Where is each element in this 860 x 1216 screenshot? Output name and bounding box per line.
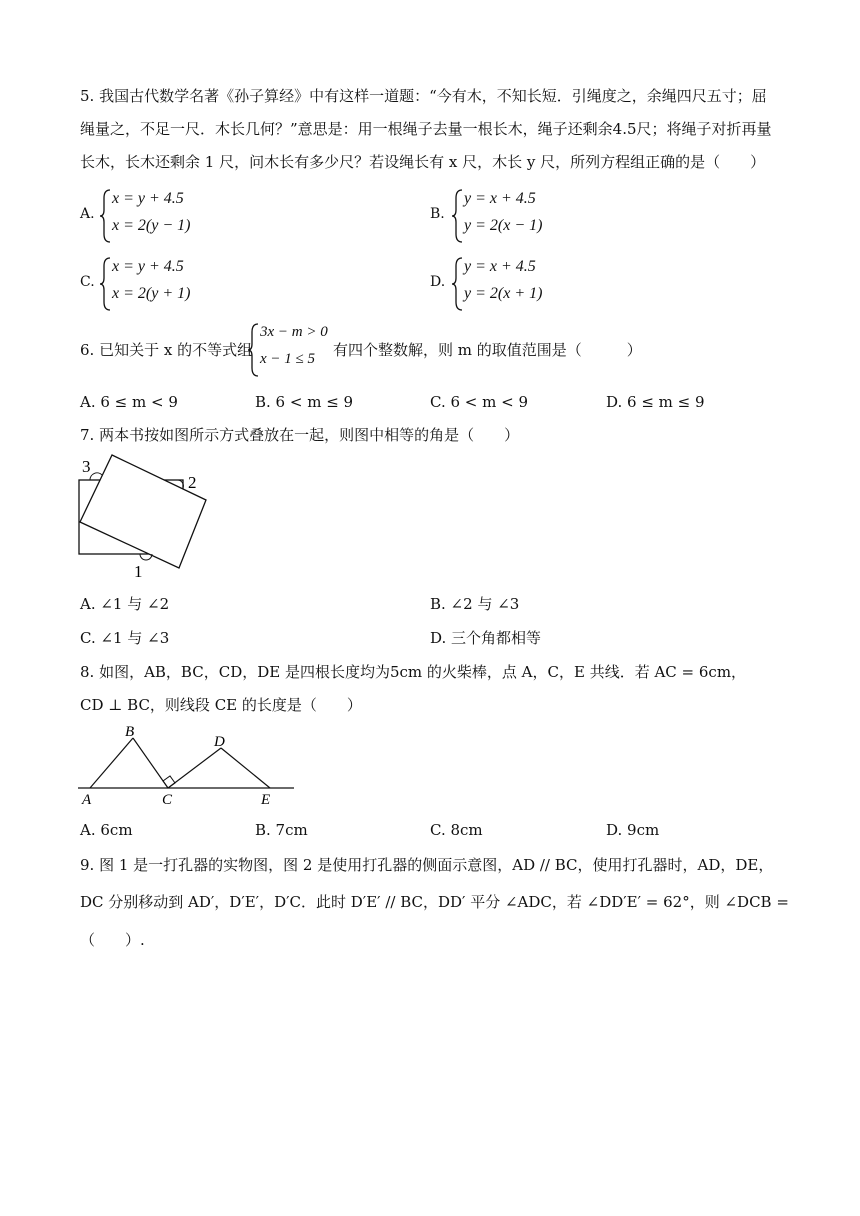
q8-option-d: D. 9cm bbox=[606, 821, 660, 839]
q7-option-d: D. 三个角都相等 bbox=[430, 629, 542, 647]
q5-option-d-eq1: y = x + 4.5 bbox=[464, 258, 536, 275]
angle-label-2: 2 bbox=[188, 473, 197, 492]
q6-option-a: A. 6 ≤ m < 9 bbox=[80, 393, 178, 411]
point-label-c: C bbox=[162, 792, 173, 808]
q5-option-d-eq2: y = 2(x + 1) bbox=[464, 285, 543, 302]
stick-cd bbox=[168, 748, 221, 788]
angle-label-3: 3 bbox=[82, 457, 91, 476]
top-book bbox=[80, 455, 206, 568]
q6-stem-suffix: 有四个整数解，则 m 的取值范围是（ ） bbox=[333, 341, 642, 359]
stick-de bbox=[221, 748, 270, 788]
q8-option-c: C. 8cm bbox=[430, 821, 483, 839]
q5-option-c-eq2: x = 2(y + 1) bbox=[112, 285, 191, 302]
q5-option-c-eq1: x = y + 4.5 bbox=[112, 258, 184, 275]
left-brace-icon bbox=[100, 256, 112, 312]
point-label-b: B bbox=[125, 724, 135, 740]
q5-option-c-system bbox=[100, 256, 300, 312]
q6-inequality-system bbox=[248, 322, 338, 378]
q5-option-a-eq1: x = y + 4.5 bbox=[112, 190, 184, 207]
q8-option-a: A. 6cm bbox=[80, 821, 133, 839]
q8-option-b: B. 7cm bbox=[255, 821, 308, 839]
q5-option-d-system bbox=[452, 256, 652, 312]
q5-option-c-label: C. bbox=[80, 274, 95, 290]
q5-stem-line2: 绳量之，不足一尺．木长几何？”意思是：用一根绳子去量一根长木，绳子还剩余4.5尺；将绳子对折再量 bbox=[80, 120, 772, 138]
q7-stem: 7. 两本书按如图所示方式叠放在一起，则图中相等的角是（ ） bbox=[80, 426, 520, 444]
q6-inequality-1: 3x − m > 0 bbox=[260, 324, 328, 340]
stick-bc bbox=[133, 738, 168, 788]
point-label-d: D bbox=[214, 734, 225, 750]
q5-option-b-eq1: y = x + 4.5 bbox=[464, 190, 536, 207]
q8-stem-line1: 8. 如图，AB，BC，CD，DE 是四根长度均为5cm 的火柴棒，点 A，C，E 共线．若 AC = 6cm， bbox=[80, 663, 747, 681]
left-brace-icon bbox=[100, 188, 112, 244]
q7-option-b: B. ∠2 与 ∠3 bbox=[430, 595, 520, 613]
q5-option-b-label: B. bbox=[430, 206, 445, 222]
q5-option-d-label: D. bbox=[430, 274, 446, 290]
right-angle-mark bbox=[163, 776, 175, 788]
q5-stem-line1: 5. 我国古代数学名著《孙子算经》中有这样一道题：“今有木，不知长短．引绳度之，余绳四尺五寸；屈 bbox=[80, 87, 767, 105]
q5-option-a-system bbox=[100, 188, 300, 244]
q5-option-b-system bbox=[452, 188, 652, 244]
left-brace-icon bbox=[452, 256, 464, 312]
q6-option-c: C. 6 < m < 9 bbox=[430, 393, 528, 411]
left-brace-icon bbox=[248, 322, 260, 378]
q8-stem-line2: CD ⊥ BC，则线段 CE 的长度是（ ） bbox=[80, 696, 362, 714]
q8-matchsticks-figure bbox=[76, 722, 298, 812]
q5-option-a-eq2: x = 2(y − 1) bbox=[112, 217, 191, 234]
left-brace-icon bbox=[452, 188, 464, 244]
q9-stem-line3: （ ）. bbox=[80, 931, 145, 949]
q5-option-b-eq2: y = 2(x − 1) bbox=[464, 217, 543, 234]
stick-ab bbox=[90, 738, 133, 788]
q5-option-a-label: A. bbox=[80, 206, 95, 222]
point-label-a: A bbox=[82, 792, 92, 808]
q7-option-a: A. ∠1 与 ∠2 bbox=[80, 595, 170, 613]
q6-stem-prefix: 6. 已知关于 x 的不等式组 bbox=[80, 341, 253, 359]
q9-stem-line1: 9. 图 1 是一打孔器的实物图，图 2 是使用打孔器的侧面示意图，AD // BC，使用打孔器时，AD，DE， bbox=[80, 856, 774, 874]
q7-option-c: C. ∠1 与 ∠3 bbox=[80, 629, 170, 647]
q7-books-figure bbox=[76, 450, 216, 580]
q6-option-d: D. 6 ≤ m ≤ 9 bbox=[606, 393, 705, 411]
q9-stem-line2: DC 分别移动到 AD′，D′E′，D′C．此时 D′E′ // BC，DD′ 平分 ∠ADC，若 ∠DD′E′ = 62°，则 ∠DCB = bbox=[80, 893, 789, 911]
angle-label-1: 1 bbox=[134, 562, 143, 580]
q5-stem-line3: 长木，长木还剩余 1 尺，问木长有多少尺？若设绳长有 x 尺，木长 y 尺，所列方程组正确的是（ ） bbox=[80, 153, 766, 171]
point-label-e: E bbox=[261, 792, 271, 808]
q6-inequality-2: x − 1 ≤ 5 bbox=[260, 351, 316, 367]
q6-option-b: B. 6 < m ≤ 9 bbox=[255, 393, 354, 411]
